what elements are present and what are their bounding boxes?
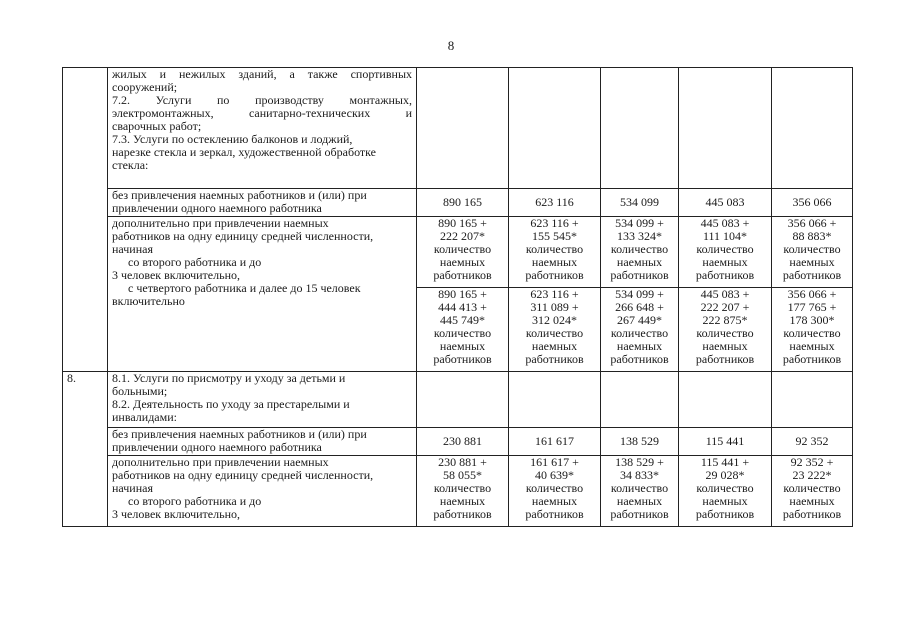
desc-line: 7.2. Услуги по производству монтажных, xyxy=(112,93,412,107)
value-line: 623 116 + xyxy=(530,216,579,230)
value-line: количество xyxy=(783,326,841,340)
row7-description xyxy=(63,68,853,189)
value-cell xyxy=(509,456,601,527)
value-cell xyxy=(679,217,772,288)
row7-number-cell xyxy=(63,68,108,372)
desc-line: 8.1. Услуги по присмотру и уходу за детьми и xyxy=(112,371,346,385)
value-line: наемных xyxy=(439,494,486,508)
value-cell xyxy=(417,217,509,288)
value-cell: 445 083 xyxy=(679,189,772,217)
value-line: количество xyxy=(525,242,584,256)
value-line: 534 099 + xyxy=(615,287,664,301)
value-line: количество xyxy=(783,242,841,256)
value-line: 23 222* xyxy=(792,468,832,482)
desc-line: стекла: xyxy=(112,158,149,172)
value-line: работников xyxy=(695,507,755,521)
value-line: наемных xyxy=(531,494,578,508)
label-line: привлечении одного наемного работника xyxy=(112,201,322,215)
value-line: количество xyxy=(525,481,584,495)
label-line: включительно xyxy=(112,294,185,308)
label-line: без привлечения наемных работников и (или) при xyxy=(112,427,367,441)
value-cell xyxy=(601,288,679,372)
desc-line: электромонтажных, санитарно-технических и xyxy=(112,106,412,120)
value-line: 222 875* xyxy=(702,313,748,327)
value-line: работников xyxy=(525,507,584,521)
value-line: 138 529 + xyxy=(615,455,664,469)
value-cell: 356 066 xyxy=(772,189,853,217)
value-line: 356 066 + xyxy=(787,287,837,301)
row8-additional-label xyxy=(108,456,417,527)
value-line: работников xyxy=(782,352,842,366)
row7-without-hire xyxy=(63,189,853,217)
value-line: работников xyxy=(433,268,492,282)
value-line: 88 883* xyxy=(792,229,832,243)
desc-line: больными; xyxy=(112,384,168,398)
value-line: работников xyxy=(610,507,669,521)
value-line: наемных xyxy=(702,339,748,353)
value-line: 29 028* xyxy=(705,468,745,482)
value-line: количество xyxy=(433,326,492,340)
value-line: 230 881 + xyxy=(438,455,487,469)
value-line: 311 089 + xyxy=(530,300,579,314)
value-line: наемных xyxy=(616,339,663,353)
value-line: работников xyxy=(525,268,584,282)
value-cell xyxy=(679,288,772,372)
value-cell xyxy=(772,288,853,372)
value-line: 34 833* xyxy=(620,468,659,482)
value-line: работников xyxy=(610,268,669,282)
label-line: со второго работника и до xyxy=(128,494,262,508)
row7-additional-tier1 xyxy=(63,217,853,288)
value-line: 222 207* xyxy=(440,229,485,243)
value-cell: 161 617 xyxy=(509,428,601,456)
value-line: 58 055* xyxy=(443,468,482,482)
label-line: 3 человек включительно, xyxy=(112,507,241,521)
value-line: работников xyxy=(610,352,669,366)
value-line: количество xyxy=(696,481,754,495)
value-line: 890 165 + xyxy=(438,216,487,230)
value-line: 444 413 + xyxy=(438,300,487,314)
value-line: наемных xyxy=(531,255,578,269)
label-line: начиная xyxy=(112,481,153,495)
empty-cell xyxy=(509,372,601,428)
row7-description-cell xyxy=(108,68,417,189)
value-cell xyxy=(772,217,853,288)
value-line: 133 324* xyxy=(617,229,662,243)
value-line: 266 648 + xyxy=(615,300,664,314)
value-line: наемных xyxy=(789,494,835,508)
empty-cell xyxy=(509,68,601,189)
desc-line: 8.2. Деятельность по уходу за престарелыми и xyxy=(112,397,350,411)
desc-line: нарезке стекла и зеркал, художественной обработке xyxy=(112,145,377,159)
page-number: 8 xyxy=(447,38,455,53)
tariff-table xyxy=(62,67,853,527)
label-line: без привлечения наемных работников и (или) при xyxy=(112,188,367,202)
value-cell xyxy=(772,456,853,527)
value-line: работников xyxy=(782,507,842,521)
value-line: наемных xyxy=(702,494,748,508)
value-cell xyxy=(509,288,601,372)
value-line: 178 300* xyxy=(789,313,835,327)
value-line: наемных xyxy=(789,339,835,353)
value-line: количество xyxy=(525,326,584,340)
row7-additional-label xyxy=(108,217,417,372)
value-line: количество xyxy=(610,242,669,256)
value-cell: 890 165 xyxy=(417,189,509,217)
value-line: 890 165 + xyxy=(438,287,487,301)
value-line: 623 116 + xyxy=(530,287,579,301)
label-line: со второго работника и до xyxy=(128,255,262,269)
value-cell: 138 529 xyxy=(601,428,679,456)
value-line: наемных xyxy=(616,255,663,269)
value-cell: 623 116 xyxy=(509,189,601,217)
label-line: работников на одну единицу средней численности, xyxy=(112,229,374,243)
value-line: 445 083 + xyxy=(700,287,750,301)
value-line: наемных xyxy=(616,494,663,508)
label-line: начиная xyxy=(112,242,153,256)
desc-line: 7.3. Услуги по остеклению балконов и лоджий, xyxy=(112,132,353,146)
row8-description xyxy=(63,372,853,428)
value-line: 356 066 + xyxy=(787,216,837,230)
value-line: количество xyxy=(783,481,841,495)
desc-line: сооружений; xyxy=(112,80,178,94)
empty-cell xyxy=(679,372,772,428)
value-line: 111 104* xyxy=(702,229,748,243)
value-line: наемных xyxy=(531,339,578,353)
row8-additional-tier1 xyxy=(63,456,853,527)
value-line: 155 545* xyxy=(532,229,577,243)
desc-line: жилых и нежилых зданий, а также спортивных xyxy=(112,67,412,81)
value-cell xyxy=(601,456,679,527)
label-line: дополнительно при привлечении наемных xyxy=(112,455,329,469)
label-line: 3 человек включительно, xyxy=(112,268,241,282)
value-line: количество xyxy=(610,326,669,340)
value-line: количество xyxy=(696,242,754,256)
label-line: с четвертого работника и далее до 15 человек xyxy=(128,281,361,295)
row8-number-cell: 8. xyxy=(63,372,108,527)
value-cell xyxy=(417,456,509,527)
label-line: привлечении одного наемного работника xyxy=(112,440,322,454)
value-line: 161 617 + xyxy=(530,455,579,469)
value-line: 92 352 + xyxy=(790,455,834,469)
value-line: работников xyxy=(695,268,755,282)
empty-cell xyxy=(417,68,509,189)
empty-cell xyxy=(601,68,679,189)
row7-without-hire-label xyxy=(108,189,417,217)
value-cell xyxy=(417,288,509,372)
empty-cell xyxy=(772,68,853,189)
value-line: 40 639* xyxy=(535,468,574,482)
value-line: работников xyxy=(433,507,492,521)
value-line: работников xyxy=(695,352,755,366)
value-line: 177 765 + xyxy=(787,300,837,314)
row8-without-hire-label xyxy=(108,428,417,456)
value-line: наемных xyxy=(789,255,835,269)
value-line: 267 449* xyxy=(617,313,662,327)
value-line: количество xyxy=(610,481,669,495)
value-cell: 534 099 xyxy=(601,189,679,217)
value-line: 312 024* xyxy=(532,313,577,327)
empty-cell xyxy=(601,372,679,428)
row8-without-hire xyxy=(63,428,853,456)
value-line: 115 441 + xyxy=(700,455,750,469)
desc-line: инвалидами: xyxy=(112,410,177,424)
value-line: количество xyxy=(696,326,754,340)
value-cell: 230 881 xyxy=(417,428,509,456)
row8-description-cell xyxy=(108,372,417,428)
value-line: наемных xyxy=(439,339,486,353)
value-cell xyxy=(601,217,679,288)
value-cell xyxy=(679,456,772,527)
value-line: работников xyxy=(433,352,492,366)
empty-cell xyxy=(772,372,853,428)
value-cell: 115 441 xyxy=(679,428,772,456)
value-cell xyxy=(509,217,601,288)
value-line: работников xyxy=(525,352,584,366)
value-cell: 92 352 xyxy=(772,428,853,456)
value-line: количество xyxy=(433,242,492,256)
value-line: работников xyxy=(782,268,842,282)
value-line: количество xyxy=(433,481,492,495)
empty-cell xyxy=(417,372,509,428)
empty-cell xyxy=(679,68,772,189)
value-line: 222 207 + xyxy=(700,300,750,314)
value-line: 534 099 + xyxy=(615,216,664,230)
desc-line: сварочных работ; xyxy=(112,119,202,133)
label-line: дополнительно при привлечении наемных xyxy=(112,216,329,230)
label-line: работников на одну единицу средней численности, xyxy=(112,468,374,482)
value-line: наемных xyxy=(439,255,486,269)
value-line: наемных xyxy=(702,255,748,269)
value-line: 445 083 + xyxy=(700,216,750,230)
value-line: 445 749* xyxy=(440,313,485,327)
